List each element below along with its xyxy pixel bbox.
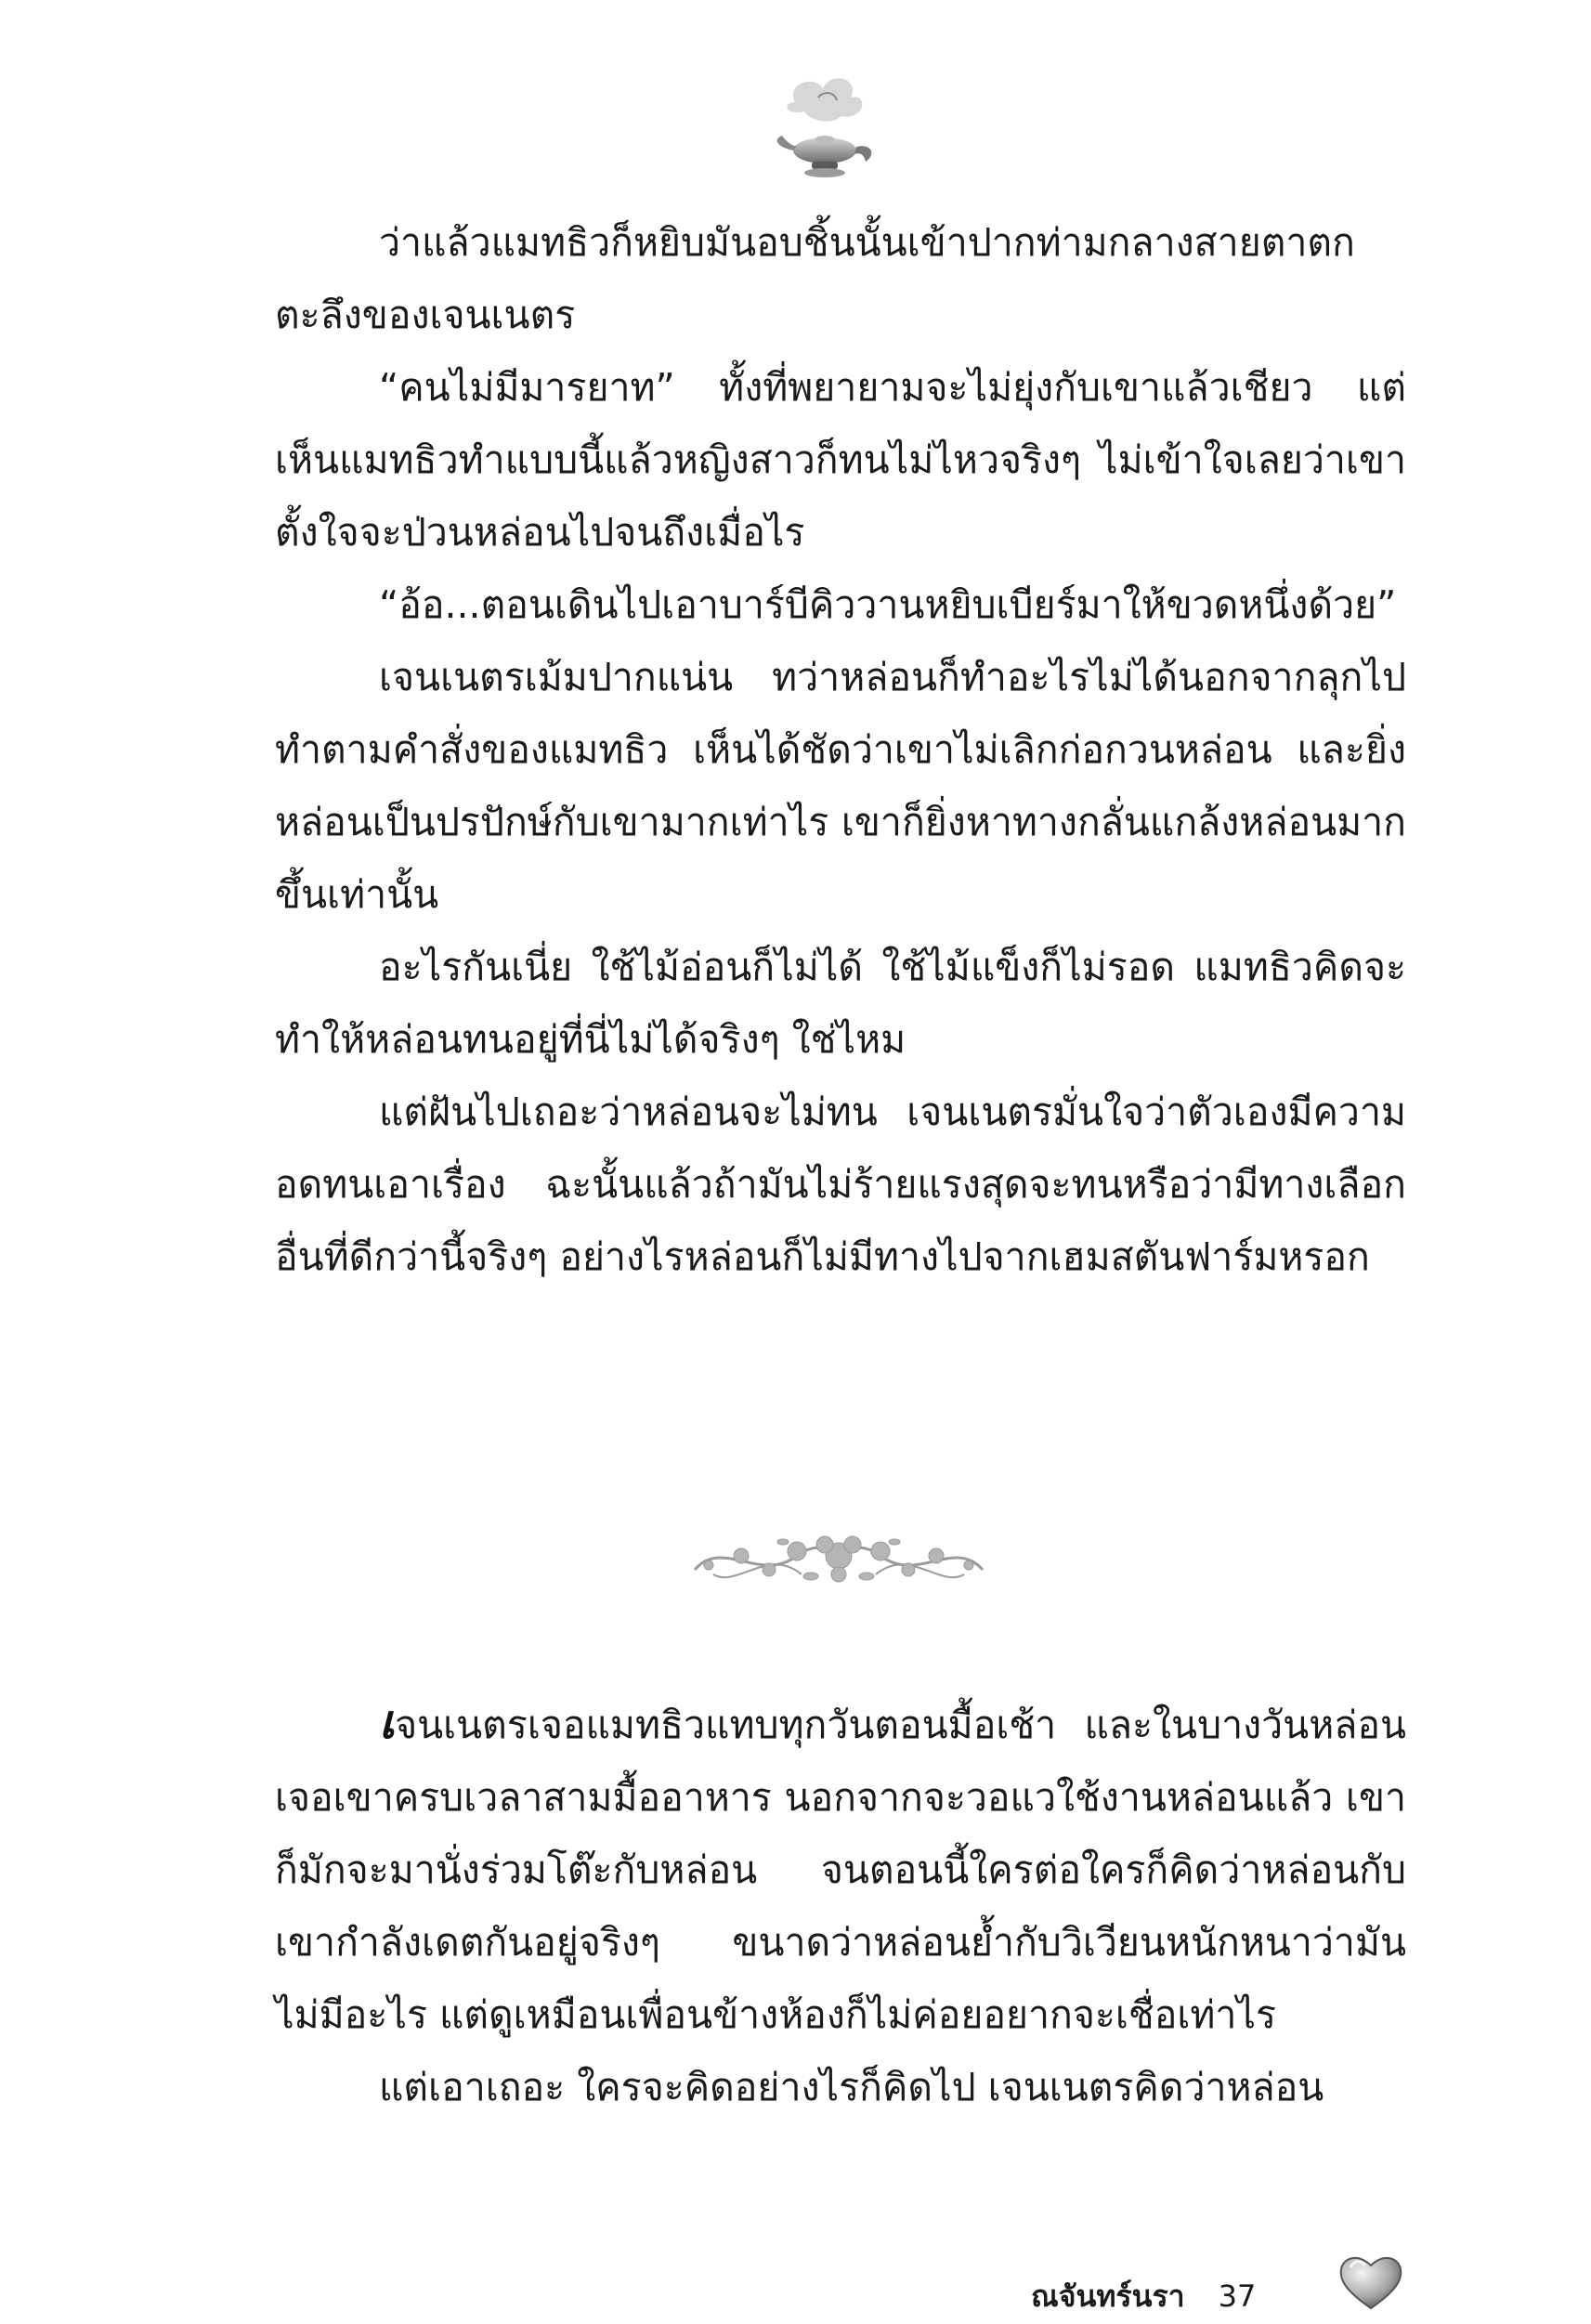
paragraph: อะไรกันเนี่ย ใช้ไม้อ่อนก็ไม่ได้ ใช้ไม้แข็งก็ไม่รอด แมทธิวคิดจะทำให้หล่อนทนอยู่ที่นี่ไม่ได้จริงๆ ใช่ไหม — [275, 945, 1406, 1062]
paragraph: ว่าแล้วแมทธิวก็หยิบมันอบชิ้นนั้นเข้าปากท่ามกลางสายตาตกตะลึงของเจนเนตร — [275, 220, 1355, 337]
body-text-lower — [275, 1686, 1406, 2123]
paragraph: เจนเนตรเม้มปากแน่น ทว่าหล่อนก็ทำอะไรไม่ได้นอกจากลุกไปทำตามคำสั่งของแมทธิว เห็นได้ชัดว่าเขาไม่เลิกก่อกวนหล่อน และยิ่งหล่อนเป็นปรปักษ์กับเขามากเท่าไร เขาก็ยิ่งหาทางกลั่นแกล้งหล่อนมากขึ้นเท่านั้น — [275, 655, 1406, 917]
paragraph: “คนไม่มีมารยาท” ทั้งที่พยายามจะไม่ยุ่งกับเขาแล้วเชียว แต่เห็นแมทธิวทำแบบนี้แล้วหญิงสาวก็ทนไม่ไหวจริงๆ ไม่เข้าใจเลยว่าเขาตั้งใจจะป่วนหล่อนไปจนถึงเมื่อไร — [275, 365, 1406, 555]
paragraph: แต่ฝันไปเถอะว่าหล่อนจะไม่ทน เจนเนตรมั่นใจว่าตัวเองมีความอดทนเอาเรื่อง ฉะนั้นแล้วถ้ามันไม่ร้ายแรงสุดจะทนหรือว่ามีทางเลือกอื่นที่ดีกว่านี้จริงๆ อย่างไรหล่อนก็ไม่มีทางไปจากเฮมสตันฟาร์มหรอก — [275, 1090, 1406, 1279]
drop-cap: เ — [379, 1694, 396, 1749]
heart-icon — [1337, 2252, 1404, 2312]
paragraph: แต่เอาเถอะ ใครจะคิดอย่างไรก็คิดไป เจนเนตรคิดว่าหล่อน — [379, 2065, 1324, 2109]
magic-lamp-icon — [767, 65, 888, 186]
floral-divider-icon — [685, 1519, 992, 1599]
paragraph — [275, 1686, 1406, 2051]
page-footer — [1031, 2268, 1284, 2324]
body-text-upper — [275, 206, 1406, 1293]
paragraph: “อ้อ...ตอนเดินไปเอาบาร์บีคิววานหยิบเบียร์มาให้ขวดหนึ่งด้วย” — [379, 582, 1397, 627]
paragraph-text: จนเนตรเจอแมทธิวแทบทุกวันตอนมื้อเช้า และในบางวันหล่อนเจอเขาครบเวลาสามมื้ออาหาร นอกจากจะวอแวใช้งานหล่อนแล้ว เขาก็มักจะมานั่งร่วมโต๊ะกับหล่อน จนตอนนี้ใครต่อใครก็คิดว่าหล่อนกับเขากำลังเดตกันอยู่จริงๆ ขนาดว่าหล่อนย้ำกับวิเวียนหนักหนาว่ามันไม่มีอะไร แต่ดูเหมือนเพื่อนข้างห้องก็ไม่ค่อยอยากจะเชื่อเท่าไร — [275, 1703, 1406, 2037]
footer-author: ณจันทร์นรา — [1031, 2278, 1185, 2314]
page-number: 37 — [1218, 2278, 1257, 2314]
